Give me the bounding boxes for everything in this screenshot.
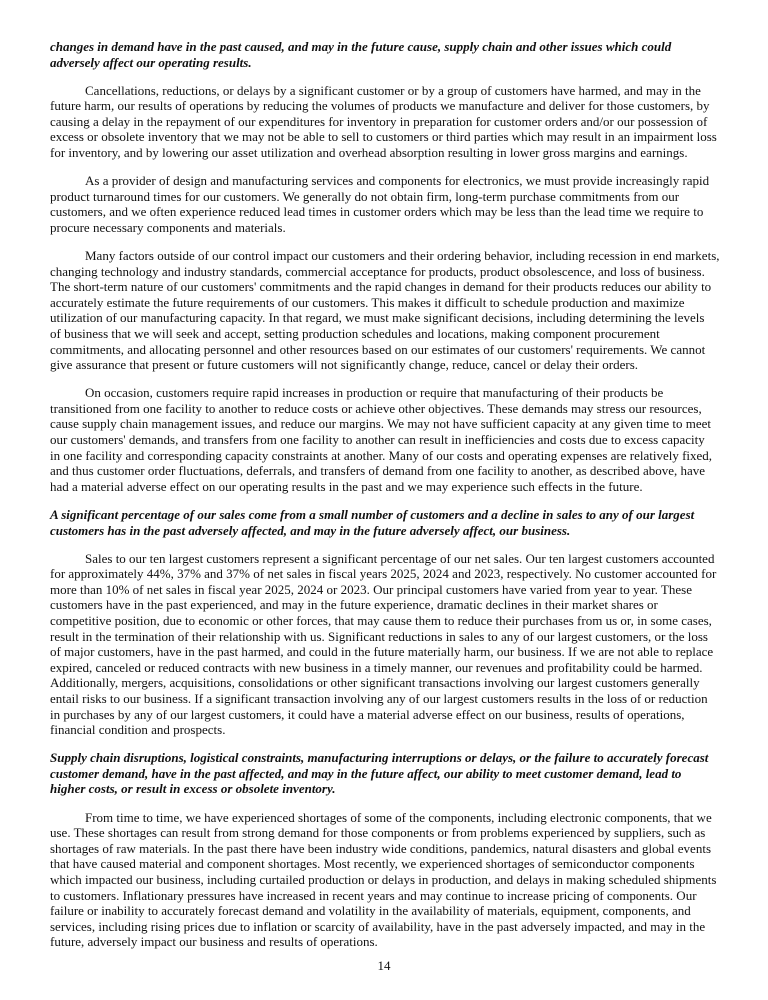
text-line: procure necessary components and materials.: [50, 219, 286, 235]
text-line: entail risks to our business. If a significant transaction involving any of our largest customers results in the loss of or reduction: [50, 690, 708, 706]
text-line: services, including rising prices due to inflation or scarcity of availability, have in the past adversely impacted, and may in the: [50, 918, 706, 934]
text-line: Many factors outside of our control impact our customers and their ordering behavior, including recession in end markets,: [85, 248, 720, 264]
text-line: use. These shortages can result from strong demand for those components or from problems experienced by suppliers, such as: [50, 825, 706, 841]
text-line: adversely affect our operating results.: [50, 54, 252, 70]
text-line: shortages of raw materials. In the past there have been industry wide conditions, pandemics, natural disasters and global events: [50, 840, 712, 856]
text-line: changing technology and industry standards, commercial acceptance for products, product obsolescence, and loss of business.: [50, 263, 705, 279]
text-line: transitioned from one facility to another to reduce costs or achieve other objectives. These demands may stress our resources,: [50, 400, 702, 416]
body-paragraph: [50, 173, 750, 235]
text-line: causing a delay in the repayment of our expenditures for inventory in preparation for customer orders and/or our possession of: [50, 113, 708, 129]
text-line: in purchases by any of our largest customers, it could have a material adverse effect on our business, results of operations,: [50, 706, 685, 722]
text-line: more than 10% of net sales in fiscal year 2025, 2024 or 2023. Our principal customers have varied from year to year. These: [50, 581, 692, 597]
text-line: higher costs, or result in excess or obsolete inventory.: [50, 781, 336, 797]
text-line: future harm, our results of operations by reducing the volumes of products we manufacture and deliver for those customers, by: [50, 98, 710, 114]
text-line: Sales to our ten largest customers represent a significant percentage of our net sales. Our ten largest customers accounted: [85, 550, 715, 566]
text-line: future, adversely impact our business and results of operations.: [50, 934, 378, 950]
text-line: in one facility and corresponding capacity constraints at another. Many of our costs and operating expenses are relatively fixed,: [50, 447, 713, 463]
text-line: On occasion, customers require rapid increases in production or require that manufacturing of their products be: [85, 385, 664, 401]
section-heading: [50, 507, 750, 538]
text-line: and thus customer order fluctuations, deferrals, and transfers of demand from one facility to another, as described above, have: [50, 463, 706, 479]
text-line: cause supply chain management issues, and reduce our margins. We may not have sufficient capacity at any given time to meet: [50, 416, 712, 432]
text-line: From time to time, we have experienced shortages of some of the components, including electronic components, that we: [85, 809, 712, 825]
text-line: for approximately 44%, 37% and 37% of net sales in fiscal years 2025, 2024 and 2023, respectively. No customer accounted for: [50, 566, 717, 582]
text-line: for inventory, and by lowering our asset utilization and overhead absorption resulting in lower gross margins and earnings.: [50, 145, 688, 161]
text-line: of major customers, have in the past harmed, and could in the future materially harm, our business. If we are not able to replace: [50, 644, 714, 660]
text-line: accurately estimate the future requirements of our customers. This makes it difficult to schedule production and maximize: [50, 294, 685, 310]
text-line: customer demand, have in the past affected, and may in the future affect, our ability to meet customer demand, lead to: [50, 765, 682, 781]
text-line: A significant percentage of our sales come from a small number of customers and a decline in sales to any of our largest: [50, 506, 695, 522]
page-number: 14: [377, 958, 391, 973]
text-line: Cancellations, reductions, or delays by a significant customer or by a group of customers have harmed, and may in the: [85, 82, 701, 98]
text-line: which impacted our business, including curtailed production or delays in production, and delays in making scheduled shipments: [50, 871, 717, 887]
text-line: changes in demand have in the past caused, and may in the future cause, supply chain and other issues which could: [50, 39, 672, 54]
text-line: that have caused material and component shortages. Most recently, we experienced shortages of semiconductor components: [50, 856, 695, 872]
text-line: had a material adverse effect on our operating results in the past and we may experience such effects in the future.: [50, 478, 643, 494]
body-paragraph: [50, 810, 750, 950]
section-heading: [50, 750, 750, 797]
body-paragraph: [50, 551, 750, 738]
text-line: Supply chain disruptions, logistical constraints, manufacturing interruptions or delays, or the failure to accurately forecast: [50, 750, 709, 766]
document-page: [50, 39, 750, 962]
text-line: give assurance that present or future customers will not significantly change, reduce, cancel or delay their orders.: [50, 357, 639, 373]
text-line: product turnaround times for our customers. We generally do not obtain firm, long-term purchase commitments from our: [50, 188, 680, 204]
text-line: commitments, and allocating personnel and other resources based on our estimates of our customers' requirements. We cannot: [50, 341, 706, 357]
text-line: customers have in the past experienced, and may in the future experience, dramatic declines in their market shares or: [50, 597, 658, 613]
text-line: financial condition and prospects.: [50, 722, 226, 738]
text-line: our customers' demands, and transfers from one facility to another can result in inefficiencies and costs due to excess capacity: [50, 432, 705, 448]
text-line: customers has in the past adversely affected, and may in the future adversely affect, our business.: [50, 522, 571, 538]
text-line: The short-term nature of our customers' commitments and the rapid changes in demand for their products reduces our ability to: [50, 279, 712, 295]
body-paragraph: [50, 385, 750, 494]
text-line: competitive position, due to economic or other forces, that may cause them to reduce their purchases from us or, in some cases,: [50, 613, 712, 628]
body-paragraph: [50, 248, 750, 373]
section-heading: [50, 39, 750, 70]
text-line: of business that we will seek and accept, setting production schedules and locations, making component procurement: [50, 326, 660, 341]
text-line: result in the termination of their relationship with us. Significant reductions in sales to any of our largest customers, or the loss: [50, 628, 708, 644]
text-line: Additionally, mergers, acquisitions, consolidations or other significant transactions involving our largest customers generally: [50, 675, 700, 691]
text-line: customers, and we often experience reduced lead times in customer orders which may be less than the lead time we require to: [50, 204, 704, 220]
text-line: failure or inability to accurately forecast demand and volatility in the availability of materials, equipment, components, and: [50, 903, 691, 919]
text-line: excess or obsolete inventory that we may not be able to sell to customers or third parties which may result in an impairment loss: [50, 129, 717, 145]
text-line: to customers. Inflationary pressures have increased in recent years and may continue to increase pricing of components. Our: [50, 887, 697, 903]
text-line: expired, canceled or reduced contracts with new business in a timely manner, our revenues and profitability could be harmed.: [50, 659, 703, 675]
text-line: As a provider of design and manufacturing services and components for electronics, we must provide increasingly rapid: [85, 173, 710, 189]
text-line: utilization of our manufacturing capacity. In that regard, we must make significant decisions, including determining the levels: [50, 310, 705, 326]
body-paragraph: [50, 83, 750, 161]
